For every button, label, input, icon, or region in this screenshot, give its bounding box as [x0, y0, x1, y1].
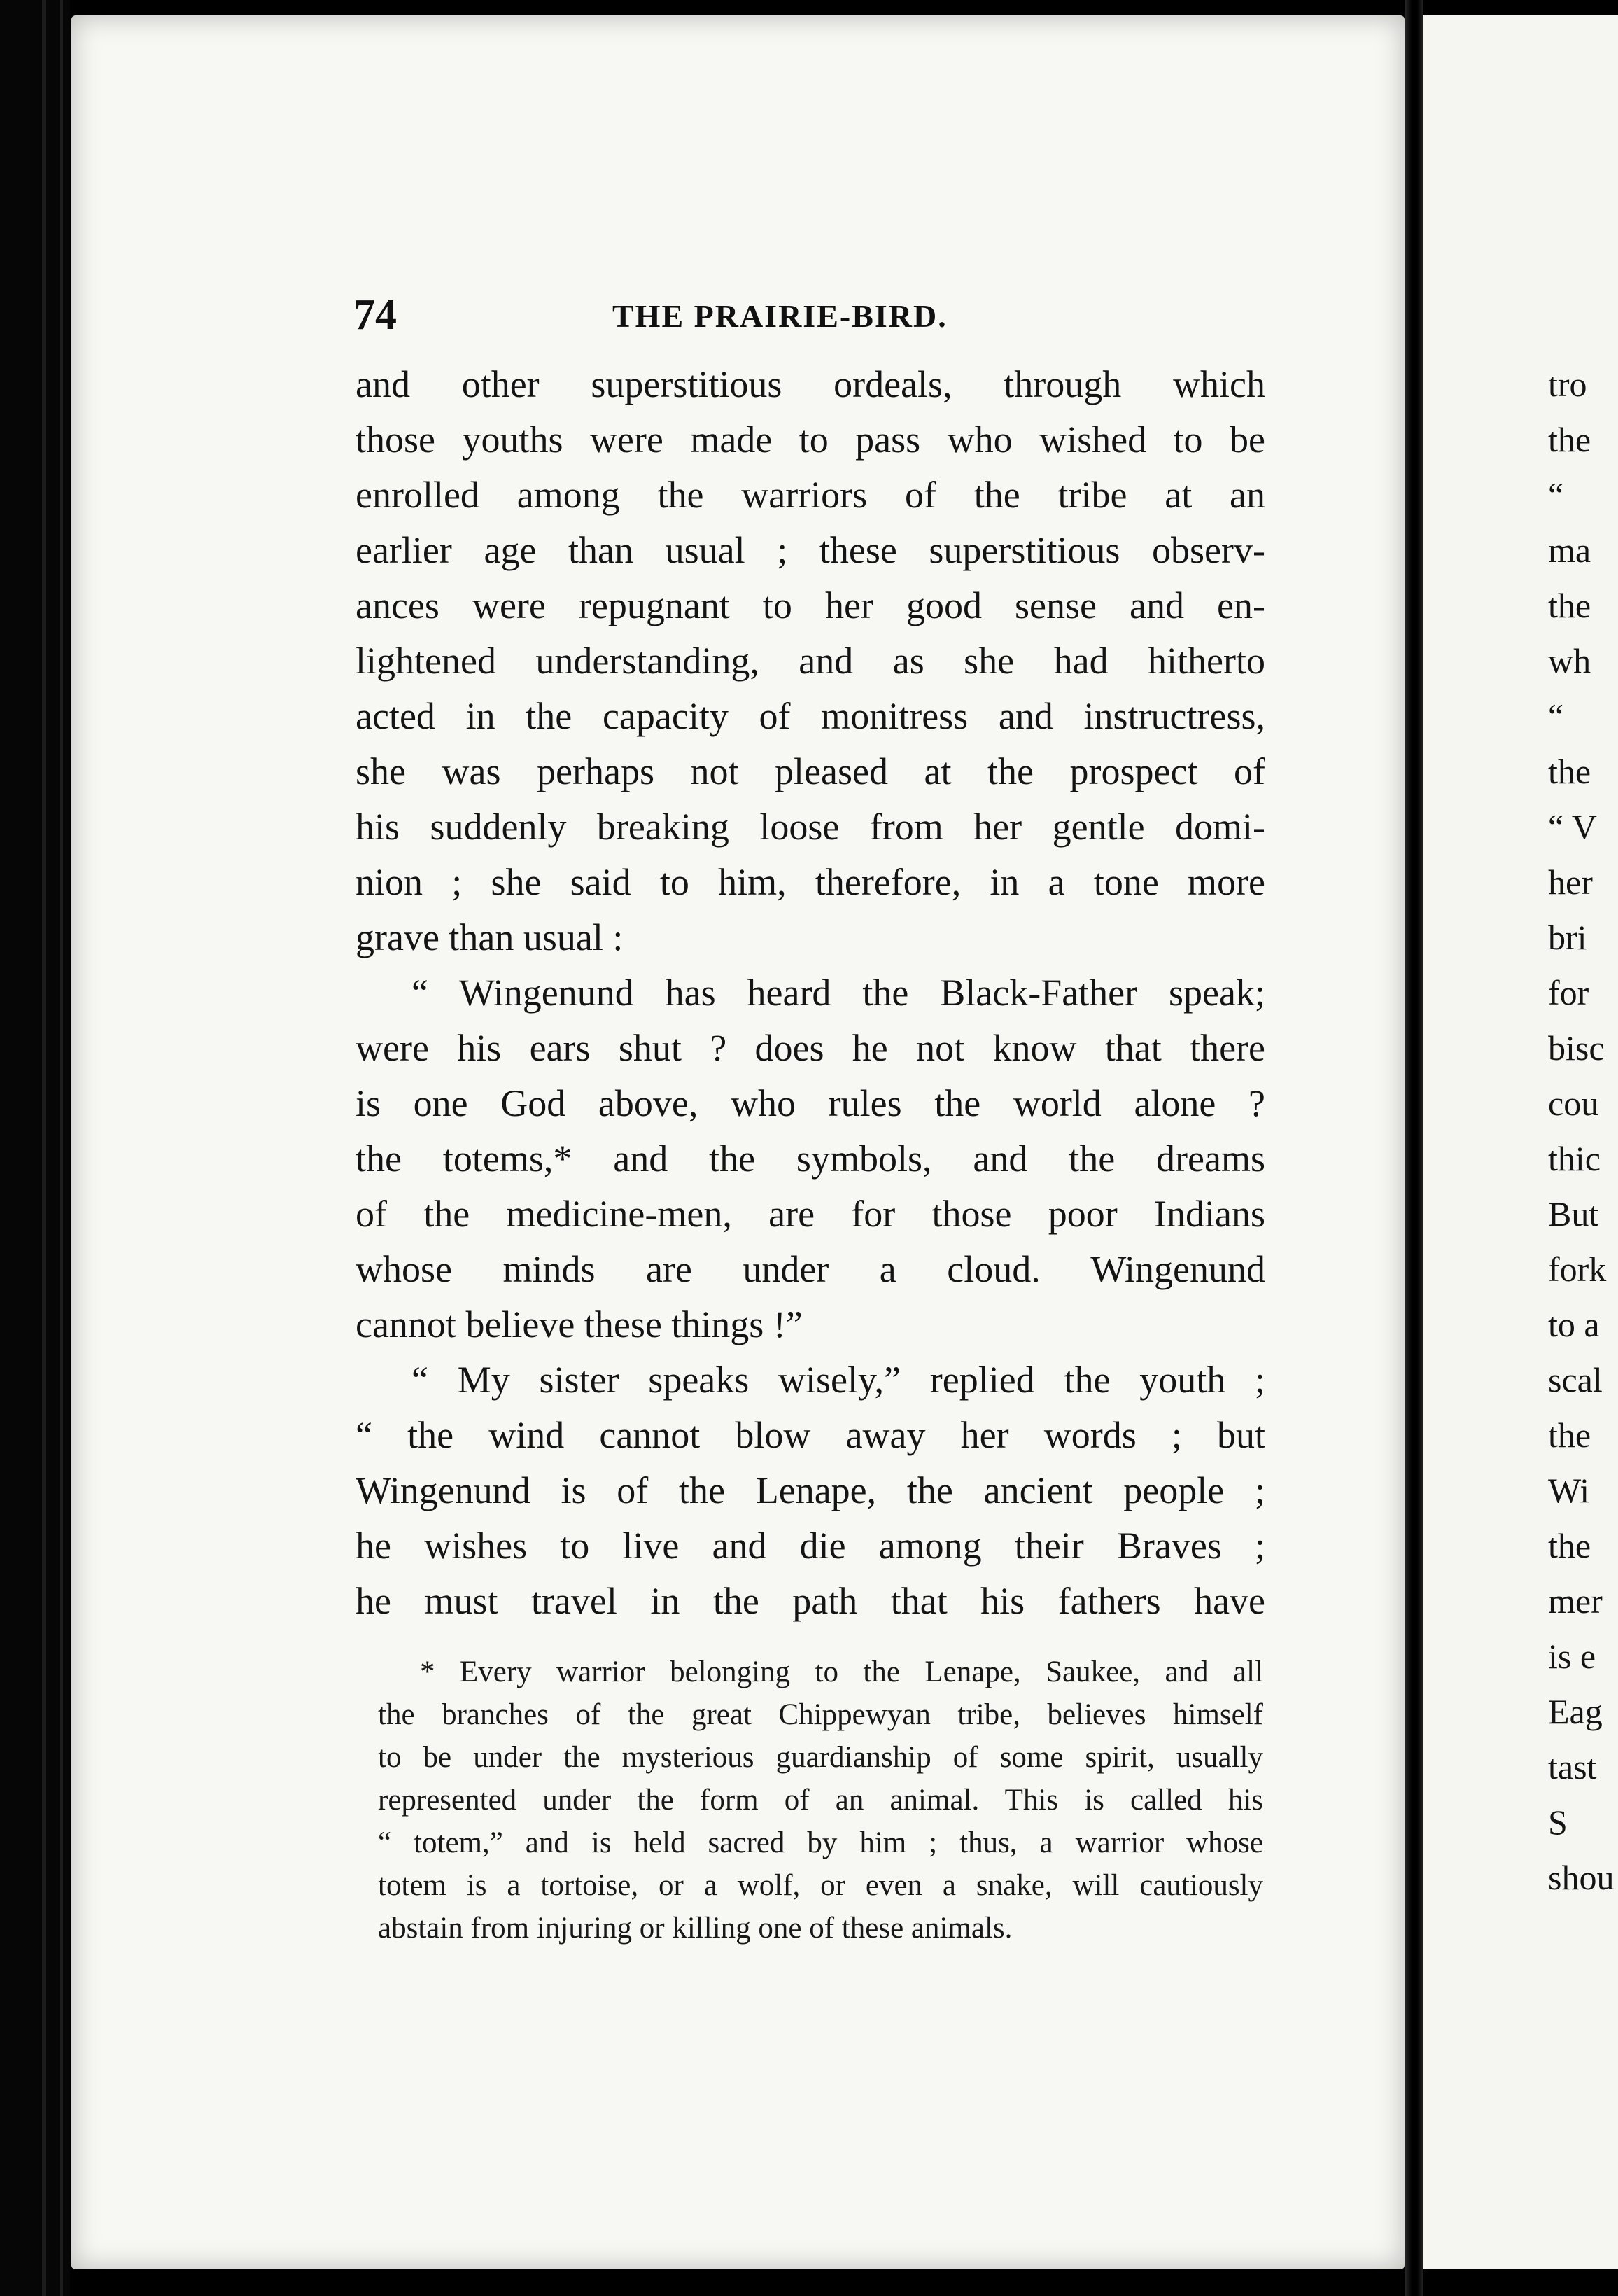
text-line: earlier age than usual ; these superstitious observ-: [356, 529, 1265, 571]
text-line: “ My sister speaks wisely,” replied the youth ;: [411, 1359, 1265, 1401]
text-line: Eag: [1548, 1692, 1603, 1731]
text-line: “ the wind cannot blow away her words ; but: [356, 1414, 1265, 1456]
text-line: “: [1548, 475, 1564, 514]
book-edge-left: [0, 0, 70, 2296]
footnote-line: totem is a tortoise, or a wolf, or even a snake, will cautiously: [378, 1869, 1263, 1902]
text-line: acted in the capacity of monitress and instructress,: [356, 695, 1265, 737]
text-line: cannot believe these things !”: [356, 1303, 803, 1345]
running-head: THE PRAIRIE-BIRD.: [612, 298, 948, 334]
footnote-line: represented under the form of an animal. This is called his: [378, 1784, 1263, 1816]
text-line: the: [1548, 420, 1591, 459]
text-line: her: [1548, 862, 1593, 902]
text-line: and other superstitious ordeals, through which: [356, 363, 1265, 405]
text-line: Wingenund is of the Lenape, the ancient people ;: [356, 1469, 1265, 1511]
text-line: wh: [1548, 641, 1591, 680]
text-line: is one God above, who rules the world alone ?: [356, 1082, 1265, 1124]
text-line: S: [1548, 1802, 1568, 1842]
text-line: mer: [1548, 1581, 1603, 1620]
text-line: bisc: [1548, 1028, 1605, 1068]
text-line: thic: [1548, 1139, 1601, 1178]
text-line: of the medicine-men, are for those poor Indians: [356, 1193, 1265, 1235]
footnote-line: * Every warrior belonging to the Lenape, Saukee, and all: [420, 1656, 1263, 1688]
text-line: enrolled among the warriors of the tribe at an: [356, 474, 1265, 516]
text-line: he must travel in the path that his fathers have: [356, 1580, 1265, 1622]
text-line: Wi: [1548, 1471, 1590, 1510]
footnote-line: to be under the mysterious guardianship of some spirit, usually: [378, 1741, 1263, 1774]
text-line: to a: [1548, 1305, 1600, 1344]
text-line: is e: [1548, 1637, 1596, 1676]
text-line: were his ears shut ? does he not know that there: [356, 1027, 1265, 1069]
text-line: “: [1548, 696, 1564, 736]
book-edge-line: [42, 0, 46, 2296]
body-text: [356, 357, 1265, 1629]
book-edge-line: [60, 0, 63, 2296]
footnote-line: abstain from injuring or killing one of these animals.: [378, 1912, 1013, 1945]
text-line: shou: [1548, 1858, 1615, 1897]
text-line: nion ; she said to him, therefore, in a tone more: [356, 861, 1265, 903]
text-line: the: [1548, 752, 1591, 791]
text-line: the: [1548, 1526, 1591, 1565]
text-line: whose minds are under a cloud. Wingenund: [356, 1248, 1265, 1290]
text-line: she was perhaps not pleased at the prospect of: [356, 750, 1265, 792]
page-number: 74: [353, 291, 397, 339]
text-line: tast: [1548, 1747, 1597, 1786]
text-line: ma: [1548, 531, 1591, 570]
footnote: [378, 1651, 1263, 1949]
page-header: [353, 290, 1256, 340]
text-line: “ V: [1548, 807, 1597, 846]
footnote-line: “ totem,” and is held sacred by him ; thus, a warrior whose: [378, 1826, 1263, 1859]
text-line: lightened understanding, and as she had hitherto: [356, 640, 1265, 682]
footnote-line: the branches of the great Chippewyan tribe, believes himself: [378, 1698, 1263, 1731]
text-line: bri: [1548, 918, 1587, 957]
text-line: for: [1548, 973, 1589, 1012]
text-line: ances were repugnant to her good sense and en-: [356, 584, 1265, 626]
text-line: he wishes to live and die among their Braves ;: [356, 1525, 1265, 1567]
text-line: the totems,* and the symbols, and the dreams: [356, 1138, 1265, 1180]
text-line: “ Wingenund has heard the Black-Father speak;: [411, 972, 1265, 1014]
text-line: the: [1548, 1415, 1591, 1455]
text-line: his suddenly breaking loose from her gentle domi-: [356, 806, 1265, 848]
text-line: tro: [1548, 365, 1587, 404]
book-gutter: [1405, 0, 1423, 2296]
text-line: cou: [1548, 1084, 1599, 1123]
text-line: fork: [1548, 1250, 1607, 1289]
text-line: the: [1548, 586, 1591, 625]
text-line: But: [1548, 1194, 1599, 1233]
text-line: those youths were made to pass who wished to be: [356, 419, 1265, 461]
text-line: grave than usual :: [356, 916, 624, 958]
right-page-text: [1548, 357, 1618, 1905]
text-line: scal: [1548, 1360, 1603, 1399]
